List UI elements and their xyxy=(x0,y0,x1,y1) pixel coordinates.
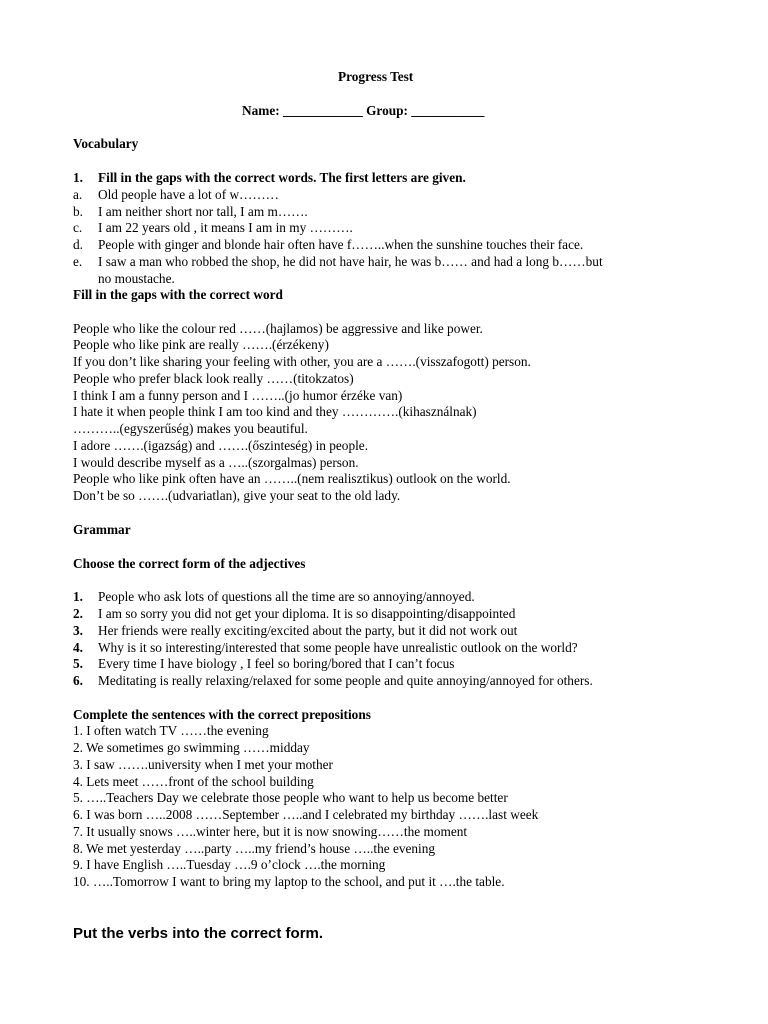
list-marker: 4. xyxy=(73,640,83,655)
grammar-task2-instruction: Complete the sentences with the correct prepositions xyxy=(73,707,371,722)
list-item: Every time I have biology , I feel so boring/bored that I can’t focus xyxy=(98,656,455,671)
exercise-line: People who like the colour red ……(hajlamos) be aggressive and like power. xyxy=(73,321,483,336)
section-heading-grammar: Grammar xyxy=(73,522,131,537)
grammar-task1-instruction: Choose the correct form of the adjectives xyxy=(73,556,306,571)
list-marker: 2. xyxy=(73,606,83,621)
list-marker: 3. xyxy=(73,623,83,638)
exercise-line: 4. Lets meet ……front of the school building xyxy=(73,774,314,789)
verbs-instruction: Put the verbs into the correct form. xyxy=(73,925,324,942)
exercise-line: I would describe myself as a …..(szorgalmas) person. xyxy=(73,455,359,470)
name-group-line: Name: ____________ Group: ___________ xyxy=(242,103,485,118)
exercise-line: 1. I often watch TV ……the evening xyxy=(73,723,269,738)
exercise-line: 8. We met yesterday …..party …..my friend’s house …..the evening xyxy=(73,841,436,856)
list-marker: c. xyxy=(73,220,83,235)
page-title: Progress Test xyxy=(338,69,414,84)
exercise-line: 10. …..Tomorrow I want to bring my laptop to the school, and put it ….the table. xyxy=(73,874,505,889)
list-item: Meditating is really relaxing/relaxed for some people and quite annoying/annoyed for others. xyxy=(98,673,593,688)
list-item: People who ask lots of questions all the time are so annoying/annoyed. xyxy=(98,589,475,604)
list-item: I am so sorry you did not get your diploma. It is so disappointing/disappointed xyxy=(98,606,516,621)
list-item: Old people have a lot of w……… xyxy=(98,187,279,202)
exercise-line: 2. We sometimes go swimming ……midday xyxy=(73,740,310,755)
exercise-line: ………..(egyszerűség) makes you beautiful. xyxy=(73,421,308,436)
instruction-text: Fill in the gaps with the correct words. The first letters are given. xyxy=(98,170,466,185)
exercise-line: Don’t be so …….(udvariatlan), give your seat to the old lady. xyxy=(73,488,401,503)
exercise-line: I adore …….(igazság) and …….(őszinteség) in people. xyxy=(73,438,369,453)
exercise-line: 6. I was born …..2008 ……September …..and I celebrated my birthday …….last week xyxy=(73,807,539,822)
list-item-continuation: no moustache. xyxy=(98,271,175,286)
section-heading-vocabulary: Vocabulary xyxy=(73,136,139,151)
list-marker: 6. xyxy=(73,673,83,688)
list-marker: 5. xyxy=(73,656,83,671)
list-marker: 1. xyxy=(73,170,83,185)
exercise-line: People who prefer black look really ……(titokzatos) xyxy=(73,371,354,386)
list-item: Her friends were really exciting/excited about the party, but it did not work out xyxy=(98,623,518,638)
list-marker: b. xyxy=(73,204,83,219)
exercise-line: 9. I have English …..Tuesday ….9 o’clock ….the morning xyxy=(73,857,386,872)
list-marker: a. xyxy=(73,187,83,202)
exercise-line: 3. I saw …….university when I met your mother xyxy=(73,757,333,772)
exercise-line: 5. …..Teachers Day we celebrate those people who want to help us become better xyxy=(73,790,508,805)
list-marker: 1. xyxy=(73,589,83,604)
exercise-line: 7. It usually snows …..winter here, but it is now snowing……the moment xyxy=(73,824,468,839)
exercise-line: If you don’t like sharing your feeling with other, you are a …….(visszafogott) person. xyxy=(73,354,531,369)
list-item: I am neither short nor tall, I am m……. xyxy=(98,204,308,219)
exercise-line: I hate it when people think I am too kind and they ………….(kihasználnak) xyxy=(73,404,477,419)
list-marker: e. xyxy=(73,254,83,269)
vocab-task2-instruction: Fill in the gaps with the correct word xyxy=(73,287,283,302)
list-item: I saw a man who robbed the shop, he did not have hair, he was b…… and had a long b……but xyxy=(98,254,603,269)
list-item: Why is it so interesting/interested that some people have unrealistic outlook on the world? xyxy=(98,640,578,655)
list-marker: d. xyxy=(73,237,83,252)
list-item: I am 22 years old , it means I am in my ………. xyxy=(98,220,353,235)
exercise-line: People who like pink often have an ……..(nem realisztikus) outlook on the world. xyxy=(73,471,511,486)
exercise-line: I think I am a funny person and I ……..(jo humor érzéke van) xyxy=(73,388,403,403)
list-item: People with ginger and blonde hair often have f……..when the sunshine touches their face. xyxy=(98,237,584,252)
exercise-line: People who like pink are really …….(érzékeny) xyxy=(73,337,329,352)
